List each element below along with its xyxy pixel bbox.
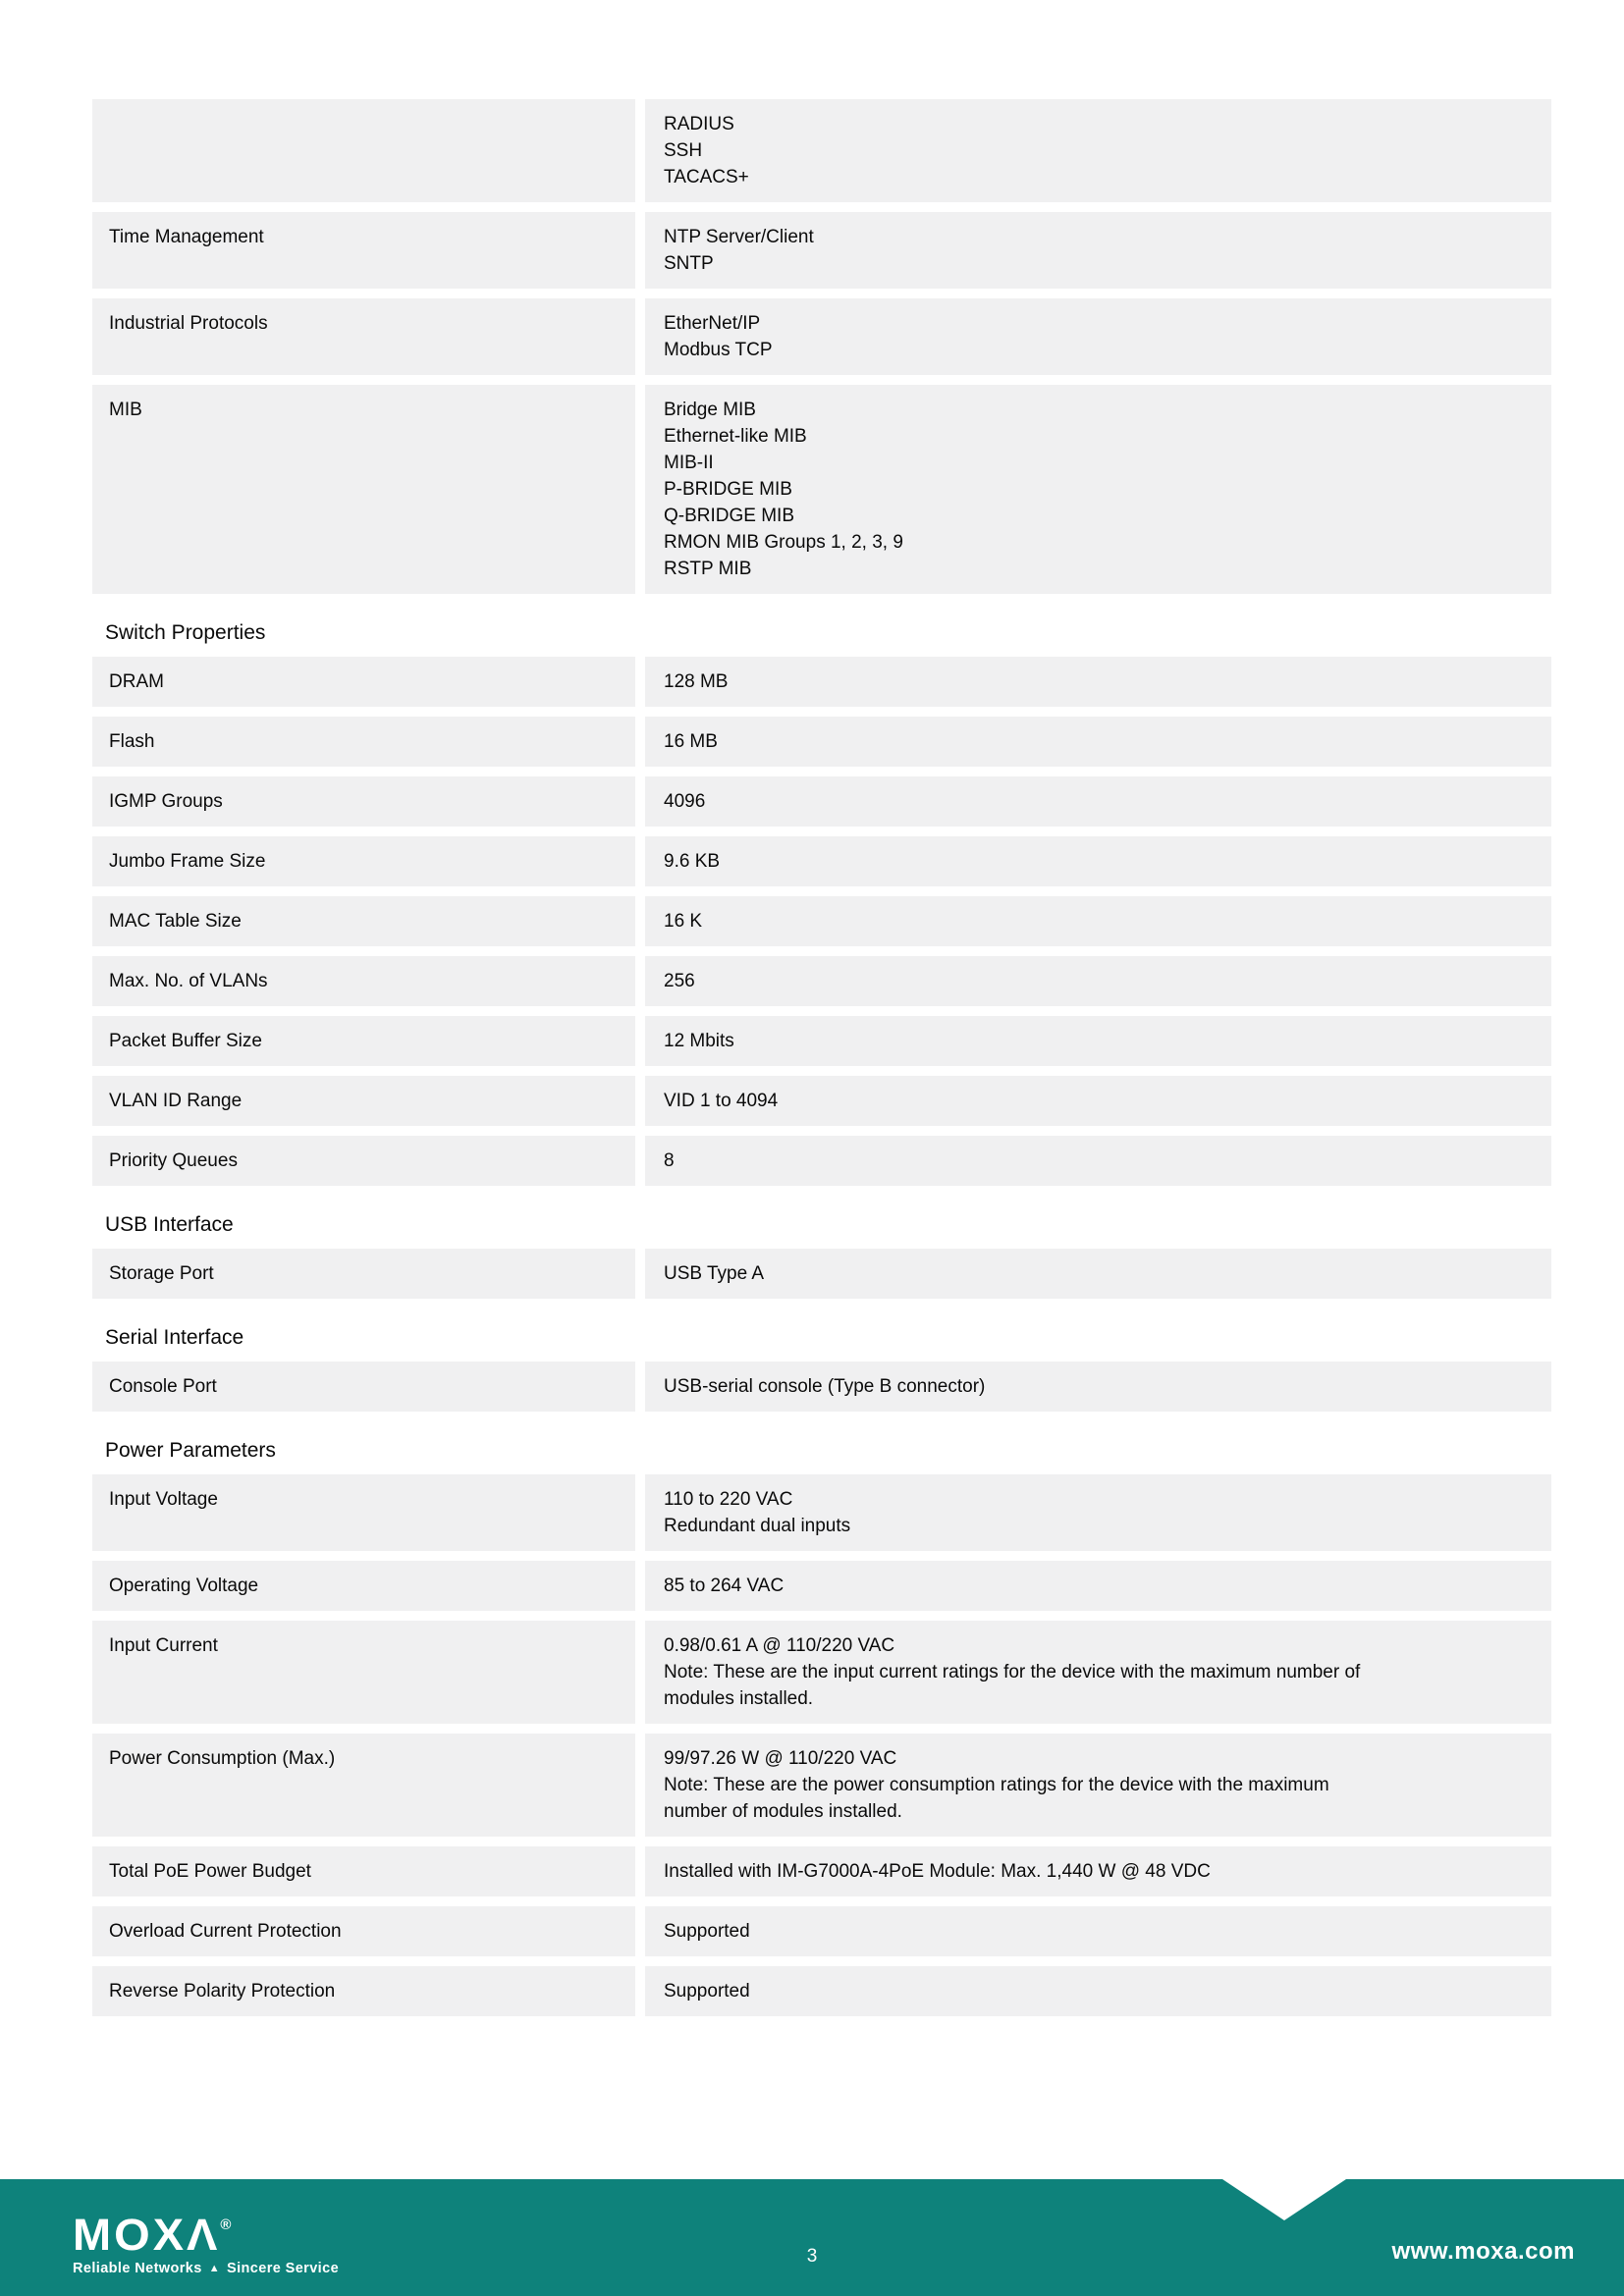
spec-value-line: Ethernet-like MIB bbox=[664, 426, 807, 447]
spec-value bbox=[645, 896, 1551, 946]
spec-row bbox=[92, 956, 1551, 1006]
spec-row bbox=[92, 836, 1551, 886]
spec-value-line: 128 MB bbox=[664, 671, 729, 692]
spec-label: Jumbo Frame Size bbox=[92, 836, 635, 886]
spec-value-line: RADIUS bbox=[664, 114, 734, 134]
spec-value bbox=[645, 212, 1551, 289]
spec-value-line: 8 bbox=[664, 1150, 675, 1171]
spec-value bbox=[645, 298, 1551, 375]
spec-label: MIB bbox=[92, 385, 635, 594]
spec-row bbox=[92, 717, 1551, 767]
spec-value-line: Note: These are the power consumption ratings for the device with the maximum bbox=[664, 1775, 1329, 1795]
spec-value-line: SNTP bbox=[664, 253, 714, 274]
spec-value bbox=[645, 1249, 1551, 1299]
spec-label: MAC Table Size bbox=[92, 896, 635, 946]
tagline-right: Sincere Service bbox=[227, 2261, 340, 2276]
spec-value-line: Bridge MIB bbox=[664, 400, 756, 420]
spec-value-line: 9.6 KB bbox=[664, 851, 721, 872]
spec-row bbox=[92, 212, 1551, 289]
spec-value bbox=[645, 1474, 1551, 1551]
spec-value-line: VID 1 to 4094 bbox=[664, 1091, 779, 1111]
spec-value-line: 99/97.26 W @ 110/220 VAC bbox=[664, 1748, 897, 1769]
spec-value bbox=[645, 1621, 1551, 1724]
spec-row bbox=[92, 99, 1551, 202]
spec-row bbox=[92, 1136, 1551, 1186]
spec-row bbox=[92, 1734, 1551, 1837]
spec-row bbox=[92, 385, 1551, 594]
page-number: 3 bbox=[806, 2246, 818, 2267]
spec-value-line: USB-serial console (Type B connector) bbox=[664, 1376, 986, 1397]
spec-value-line: modules installed. bbox=[664, 1688, 814, 1709]
section-title: Switch Properties bbox=[105, 621, 266, 644]
spec-label: Operating Voltage bbox=[92, 1561, 635, 1611]
spec-value-line: P-BRIDGE MIB bbox=[664, 479, 792, 500]
spec-value bbox=[645, 1734, 1551, 1837]
spec-row bbox=[92, 896, 1551, 946]
spec-value bbox=[645, 1561, 1551, 1611]
website-link[interactable]: www.moxa.com bbox=[1391, 2238, 1575, 2265]
spec-label: Max. No. of VLANs bbox=[92, 956, 635, 1006]
spec-label: Total PoE Power Budget bbox=[92, 1846, 635, 1896]
spec-label: Overload Current Protection bbox=[92, 1906, 635, 1956]
spec-value-line: 256 bbox=[664, 971, 695, 991]
spec-label: Console Port bbox=[92, 1362, 635, 1412]
spec-value-line: RSTP MIB bbox=[664, 559, 752, 579]
spec-value-line: number of modules installed. bbox=[664, 1801, 902, 1822]
spec-label bbox=[92, 99, 635, 202]
spec-value bbox=[645, 956, 1551, 1006]
spec-row bbox=[92, 298, 1551, 375]
spec-value-line: USB Type A bbox=[664, 1263, 765, 1284]
spec-value-line: EtherNet/IP bbox=[664, 313, 761, 334]
spec-value bbox=[645, 1966, 1551, 2016]
spec-value bbox=[645, 1076, 1551, 1126]
spec-value-line: 0.98/0.61 A @ 110/220 VAC bbox=[664, 1635, 895, 1656]
spec-label: Industrial Protocols bbox=[92, 298, 635, 375]
footer-bar bbox=[0, 2179, 1624, 2296]
spec-value-line: MIB-II bbox=[664, 453, 714, 473]
moxa-wordmark-text: MOXΛ bbox=[73, 2209, 221, 2260]
spec-row bbox=[92, 1966, 1551, 2016]
spec-value-line: Modbus TCP bbox=[664, 340, 773, 360]
spec-row bbox=[92, 1076, 1551, 1126]
spec-value-line: Q-BRIDGE MIB bbox=[664, 506, 795, 526]
spec-label: VLAN ID Range bbox=[92, 1076, 635, 1126]
spec-row bbox=[92, 1016, 1551, 1066]
section-title: USB Interface bbox=[105, 1213, 234, 1236]
spec-table bbox=[92, 99, 1551, 2026]
spec-value bbox=[645, 1906, 1551, 1956]
triangle-icon: ▲ bbox=[208, 2262, 221, 2274]
spec-row bbox=[92, 1249, 1551, 1299]
spec-value-line: Supported bbox=[664, 1981, 750, 2002]
spec-label: Input Voltage bbox=[92, 1474, 635, 1551]
spec-value-line: NTP Server/Client bbox=[664, 227, 814, 247]
spec-value bbox=[645, 385, 1551, 594]
spec-value-line: Installed with IM-G7000A-4PoE Module: Max. 1,440 W @ 48 VDC bbox=[664, 1861, 1211, 1882]
spec-row bbox=[92, 1561, 1551, 1611]
spec-value bbox=[645, 717, 1551, 767]
spec-label: Time Management bbox=[92, 212, 635, 289]
spec-value bbox=[645, 836, 1551, 886]
spec-value-line: 85 to 264 VAC bbox=[664, 1575, 785, 1596]
spec-row bbox=[92, 776, 1551, 827]
spec-label: Reverse Polarity Protection bbox=[92, 1966, 635, 2016]
spec-row bbox=[92, 1906, 1551, 1956]
spec-label: Packet Buffer Size bbox=[92, 1016, 635, 1066]
spec-label: Priority Queues bbox=[92, 1136, 635, 1186]
spec-value bbox=[645, 776, 1551, 827]
tagline-left: Reliable Networks bbox=[73, 2261, 202, 2276]
spec-row bbox=[92, 1362, 1551, 1412]
spec-value-line: TACACS+ bbox=[664, 167, 749, 187]
section-title: Serial Interface bbox=[105, 1326, 244, 1349]
spec-label: Flash bbox=[92, 717, 635, 767]
spec-value-line: Note: These are the input current ratings for the device with the maximum number of bbox=[664, 1662, 1361, 1682]
spec-value bbox=[645, 1362, 1551, 1412]
notch-down-triangle-icon bbox=[1222, 2179, 1346, 2220]
spec-label: DRAM bbox=[92, 657, 635, 707]
spec-value bbox=[645, 1136, 1551, 1186]
spec-row bbox=[92, 1621, 1551, 1724]
registered-trademark-icon: ® bbox=[220, 2216, 232, 2233]
spec-row bbox=[92, 1846, 1551, 1896]
spec-value-line: 4096 bbox=[664, 791, 706, 812]
spec-row bbox=[92, 1474, 1551, 1551]
spec-label: Storage Port bbox=[92, 1249, 635, 1299]
section-title: Power Parameters bbox=[105, 1439, 276, 1462]
spec-value-line: 16 MB bbox=[664, 731, 718, 752]
spec-value-line: SSH bbox=[664, 140, 703, 161]
spec-label: Power Consumption (Max.) bbox=[92, 1734, 635, 1837]
spec-value-line: 16 K bbox=[664, 911, 703, 932]
spec-label: Input Current bbox=[92, 1621, 635, 1724]
spec-value bbox=[645, 99, 1551, 202]
spec-value-line: 110 to 220 VAC bbox=[664, 1489, 793, 1510]
spec-value-line: Redundant dual inputs bbox=[664, 1516, 851, 1536]
spec-value bbox=[645, 1846, 1551, 1896]
spec-value-line: Supported bbox=[664, 1921, 750, 1942]
spec-value bbox=[645, 657, 1551, 707]
spec-label: IGMP Groups bbox=[92, 776, 635, 827]
spec-value bbox=[645, 1016, 1551, 1066]
spec-value-line: RMON MIB Groups 1, 2, 3, 9 bbox=[664, 532, 903, 553]
spec-row bbox=[92, 657, 1551, 707]
spec-value-line: 12 Mbits bbox=[664, 1031, 734, 1051]
